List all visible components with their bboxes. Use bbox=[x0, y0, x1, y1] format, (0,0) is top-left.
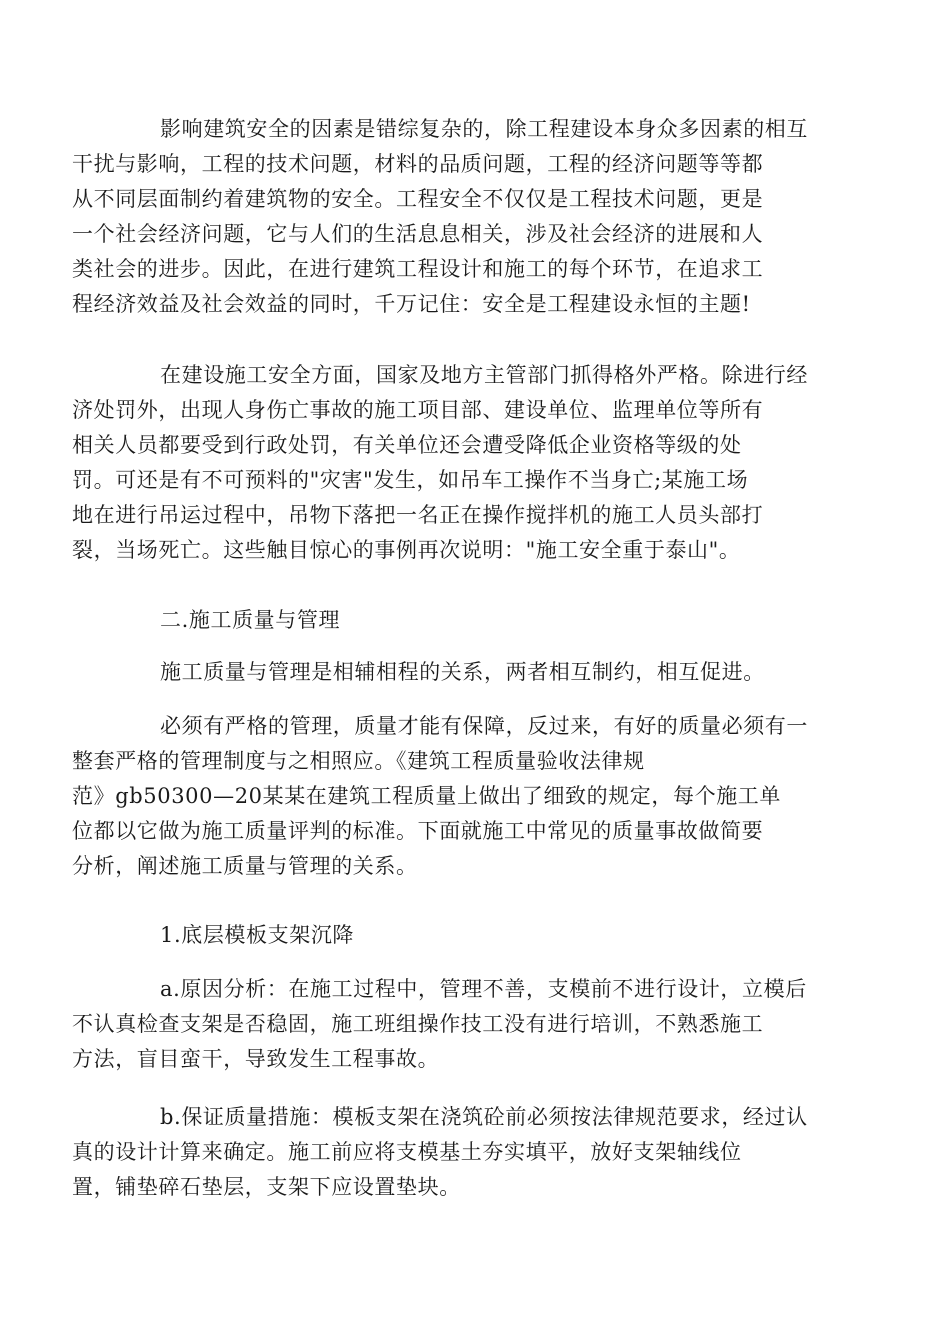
text-line: 类社会的进步。因此，在进行建筑工程设计和施工的每个环节，在追求工 bbox=[72, 257, 764, 281]
paragraph-strict-management bbox=[72, 709, 836, 884]
text-line: 施工质量与管理是相辅相程的关系，两者相互制约，相互促进。 bbox=[160, 660, 765, 684]
text-line: 位都以它做为施工质量评判的标准。下面就施工中常见的质量事故做简要 bbox=[72, 819, 764, 843]
text-line: 真的设计计算来确定。施工前应将支模基土夯实填平，放好支架轴线位 bbox=[72, 1140, 742, 1164]
paragraph-building-safety-factors bbox=[72, 112, 836, 322]
text-line: 程经济效益及社会效益的同时，千万记住：安全是工程建设永恒的主题! bbox=[72, 292, 751, 316]
paragraph-quality-measures bbox=[72, 1100, 836, 1205]
text-line: 不认真检查支架是否稳固，施工班组操作技工没有进行培训，不熟悉施工 bbox=[72, 1012, 764, 1036]
text-line: 整套严格的管理制度与之相照应。《建筑工程质量验收法律规 bbox=[72, 749, 645, 773]
text-line: 影响建筑安全的因素是错综复杂的，除工程建设本身众多因素的相互 bbox=[160, 117, 808, 141]
paragraph-quality-management-relation bbox=[116, 655, 836, 690]
paragraph-construction-safety-penalties bbox=[72, 358, 836, 568]
text-line: 罚。可还是有不可预料的"灾害"发生，如吊车工操作不当身亡;某施工场 bbox=[72, 468, 749, 492]
text-line: 在建设施工安全方面，国家及地方主管部门抓得格外严格。除进行经 bbox=[160, 363, 808, 387]
text-line: 地在进行吊运过程中，吊物下落把一名正在操作搅拌机的施工人员头部打 bbox=[72, 503, 764, 527]
subheading-formwork-settlement bbox=[116, 918, 836, 953]
text-line: 1.底层模板支架沉降 bbox=[160, 923, 355, 947]
text-line: 裂，当场死亡。这些触目惊心的事例再次说明："施工安全重于泰山"。 bbox=[72, 538, 741, 562]
text-line: 方法，盲目蛮干，导致发生工程事故。 bbox=[72, 1047, 440, 1071]
text-line: 必须有严格的管理，质量才能有保障，反过来，有好的质量必须有一 bbox=[160, 714, 808, 738]
section-heading-quality-management bbox=[116, 603, 836, 638]
text-line: 分析，阐述施工质量与管理的关系。 bbox=[72, 854, 418, 878]
text-line: 干扰与影响，工程的技术问题，材料的品质问题，工程的经济问题等等都 bbox=[72, 152, 764, 176]
paragraph-cause-analysis bbox=[72, 972, 836, 1077]
text-line: 一个社会经济问题，它与人们的生活息息相关，涉及社会经济的进展和人 bbox=[72, 222, 764, 246]
text-line: 相关人员都要受到行政处罚，有关单位还会遭受降低企业资格等级的处 bbox=[72, 433, 742, 457]
text-line: 范》gb50300—20某某在建筑工程质量上做出了细致的规定，每个施工单 bbox=[72, 784, 782, 808]
text-line: b.保证质量措施：模板支架在浇筑砼前必须按法律规范要求，经过认 bbox=[160, 1105, 808, 1129]
text-line: a.原因分析：在施工过程中，管理不善，支模前不进行设计，立模后 bbox=[160, 977, 807, 1001]
text-line: 济处罚外，出现人身伤亡事故的施工项目部、建设单位、监理单位等所有 bbox=[72, 398, 764, 422]
text-line: 置，铺垫碎石垫层，支架下应设置垫块。 bbox=[72, 1175, 461, 1199]
text-line: 二.施工质量与管理 bbox=[160, 608, 341, 632]
text-line: 从不同层面制约着建筑物的安全。工程安全不仅仅是工程技术问题，更是 bbox=[72, 187, 764, 211]
